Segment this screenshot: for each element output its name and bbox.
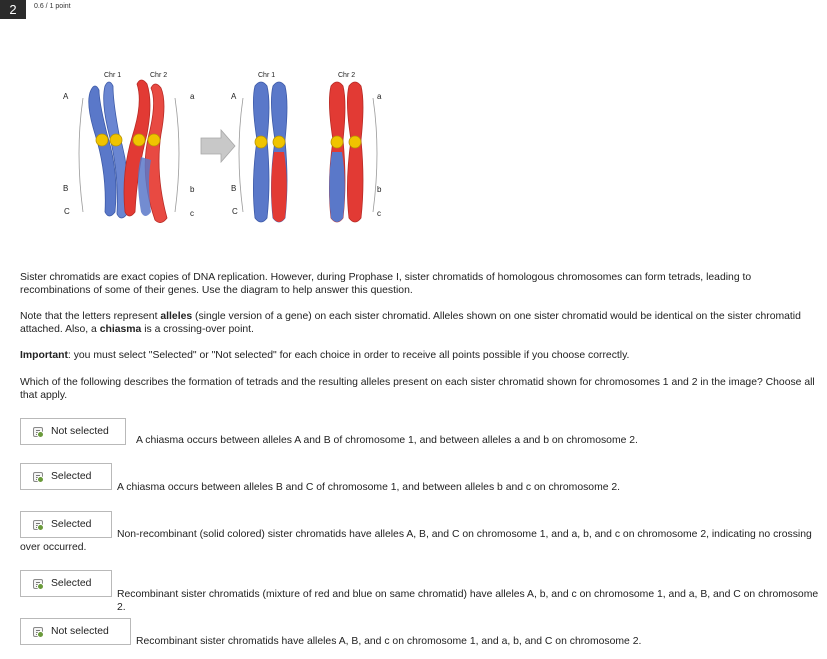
allele-right-a: a (377, 92, 382, 101)
question-prompt: Which of the following describes the formation of tetrads and the resulting alleles present on each sister chromatid shown for chromosomes 1 and 2 in the image? Choose all that apply. (20, 377, 815, 401)
checklist-icon (33, 579, 43, 589)
intro-paragraph-1: Sister chromatids are exact copies of DNA replication. However, during Prophase I, sister chromatids of homologous chromosomes can form tetrads, leading to recombinations of some of their genes. Use the diagram to help answer this question. (20, 272, 752, 296)
left-tetrad (79, 80, 179, 223)
allele-left-C: C (64, 207, 70, 216)
allele-left-b: b (190, 185, 195, 194)
option-3-state: Selected (51, 519, 92, 530)
option-2-text: A chiasma occurs between alleles B and C of chromosome 1, and between alleles b and c on chromosome 2. (117, 482, 621, 493)
left-chr2-label: Chr 2 (150, 72, 168, 79)
left-chr1-label: Chr 1 (104, 72, 122, 79)
option-1-state: Not selected (51, 426, 109, 437)
option-3-text-continued: over occurred. (20, 542, 87, 553)
right-chr2-label: Chr 2 (338, 72, 356, 79)
checklist-icon (33, 520, 43, 530)
option-2-selector[interactable] (20, 463, 112, 490)
checklist-icon (33, 427, 43, 437)
points-label: 0.6 / 1 point (34, 3, 71, 10)
option-1-selector[interactable] (20, 418, 126, 445)
question-number: 2 (0, 0, 26, 19)
allele-left-c: c (190, 209, 194, 218)
option-4-state: Selected (51, 578, 92, 589)
option-1-text: A chiasma occurs between alleles A and B of chromosome 1, and between alleles a and b on chromosome 2. (136, 435, 638, 446)
allele-right-b: b (377, 185, 382, 194)
arrow-icon (201, 130, 235, 162)
checklist-icon (33, 472, 43, 482)
checklist-icon (33, 627, 43, 637)
option-5-text: Recombinant sister chromatids have alleles A, B, and c on chromosome 1, and a, b, and C on chromosome 2. (136, 636, 642, 647)
chromosome-diagram (55, 62, 405, 242)
option-5-selector[interactable] (20, 618, 131, 645)
option-5-state: Not selected (51, 626, 109, 637)
intro-paragraph-3: Important: you must select "Selected" or "Not selected" for each choice in order to receive all points possible if you choose correctly. (20, 350, 630, 361)
allele-right-A: A (231, 92, 237, 101)
allele-left-a: a (190, 92, 195, 101)
option-2-state: Selected (51, 471, 92, 482)
chromosome-illustration (55, 62, 405, 242)
option-3-selector[interactable] (20, 511, 112, 538)
option-3-text: Non-recombinant (solid colored) sister chromatids have alleles A, B, and C on chromosome 1, and a, b, and c on chromosome 2, indicating no crossing (117, 529, 812, 540)
right-chr1 (239, 82, 287, 222)
option-4-selector[interactable] (20, 570, 112, 597)
intro-paragraph-2: Note that the letters represent alleles (single version of a gene) on each sister chromatid. Alleles shown on one sister chromatid would be identical on the sister chromatid attached. Also, a chiasma is a crossing-over point. (20, 311, 801, 335)
allele-right-B: B (231, 184, 237, 193)
allele-right-c: c (377, 209, 381, 218)
option-4-text: Recombinant sister chromatids (mixture of red and blue on same chromatid) have alleles A, b, and c on chromosome 1, and a, B, and C on chromosome 2. (117, 589, 819, 613)
right-chr2 (329, 82, 377, 222)
right-chr1-label: Chr 1 (258, 72, 276, 79)
allele-right-C: C (232, 207, 238, 216)
allele-left-A: A (63, 92, 69, 101)
allele-left-B: B (63, 184, 69, 193)
